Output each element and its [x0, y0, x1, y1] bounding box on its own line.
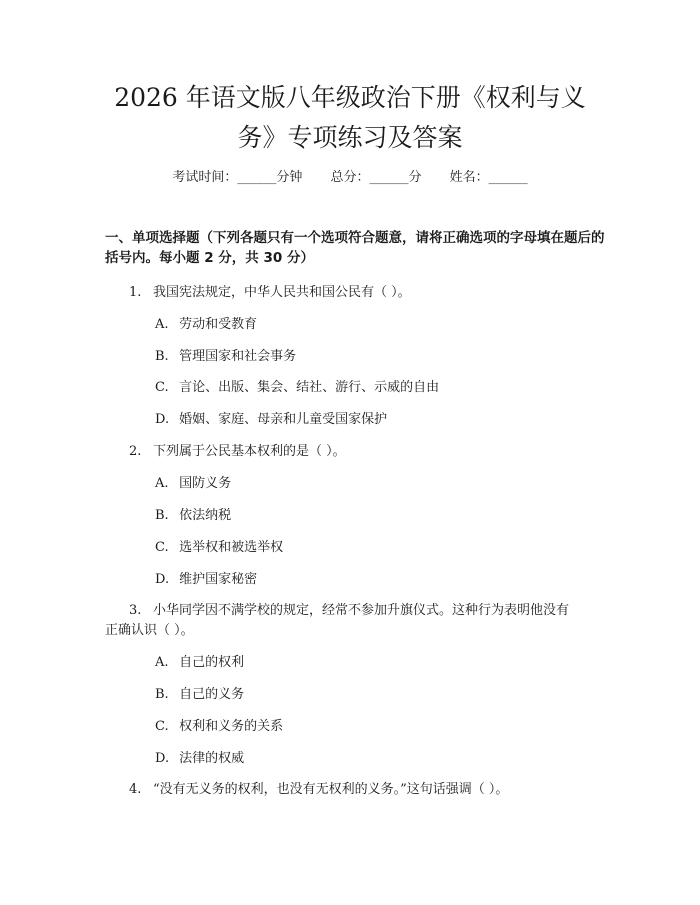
question-text: 我国宪法规定，中华人民共和国公民有（ ）。 — [153, 285, 411, 300]
option-label: D. — [155, 751, 170, 766]
question-number: 2. — [129, 444, 142, 459]
option-text: 维护国家秘密 — [179, 572, 258, 587]
option-text: 依法纳税 — [179, 508, 232, 523]
question-1 — [105, 283, 605, 303]
option-label: A. — [155, 476, 169, 491]
question-number: 4. — [129, 782, 142, 797]
option-text: 婚姻、家庭、母亲和儿童受国家保护 — [179, 412, 388, 427]
option-text: 权利和义务的关系 — [179, 719, 284, 734]
option-3a — [155, 653, 605, 673]
option-2d — [155, 570, 605, 590]
question-text: “没有无义务的权利，也没有无权利的义务。”这句话强调（ ）。 — [153, 782, 509, 797]
question-number: 3. — [129, 603, 142, 618]
question-3 — [105, 601, 605, 621]
option-3b — [155, 685, 605, 705]
exam-score: 总分：______分 — [330, 170, 422, 185]
option-label: A. — [155, 317, 169, 332]
option-label: C. — [155, 380, 169, 395]
option-text: 管理国家和社会事务 — [179, 349, 297, 364]
option-2a — [155, 474, 605, 494]
question-4 — [105, 780, 605, 800]
option-3d — [155, 749, 605, 769]
option-label: A. — [155, 655, 169, 670]
option-label: B. — [155, 687, 169, 702]
option-text: 自己的义务 — [179, 687, 245, 702]
question-text: 下列属于公民基本权利的是（ ）。 — [153, 444, 346, 459]
section-heading: 一、单项选择题（下列各题只有一个选项符合题意，请将正确选项的字母填在题后的括号内。每小题 2 分，共 30 分） — [105, 230, 605, 266]
option-label: C. — [155, 540, 169, 555]
option-label: C. — [155, 719, 169, 734]
option-text: 劳动和受教育 — [179, 317, 258, 332]
option-1a — [155, 315, 605, 335]
option-label: B. — [155, 349, 169, 364]
title-line-2: 务》专项练习及答案 — [237, 123, 463, 152]
option-1b — [155, 347, 605, 367]
option-text: 国防义务 — [179, 476, 232, 491]
page-title — [70, 78, 630, 158]
question-2 — [105, 442, 605, 462]
option-1c — [155, 378, 605, 398]
option-text: 自己的权利 — [179, 655, 245, 670]
title-line-1: 2026 年语文版八年级政治下册《权利与义 — [114, 83, 586, 112]
option-label: D. — [155, 572, 170, 587]
question-number: 1. — [129, 285, 142, 300]
exam-time: 考试时间：______分钟 — [172, 170, 303, 185]
option-2b — [155, 506, 605, 526]
question-text: 小华同学因不满学校的规定，经常不参加升旗仪式。这种行为表明他没有 — [153, 603, 570, 618]
question-3-continued — [105, 621, 605, 641]
option-text: 言论、出版、集会、结社、游行、示威的自由 — [179, 380, 440, 395]
exam-name: 姓名：______ — [449, 170, 528, 185]
option-1d — [155, 410, 605, 430]
question-text-continued: 正确认识（ ）。 — [105, 623, 194, 638]
option-text: 选举权和被选举权 — [179, 540, 284, 555]
option-3c — [155, 717, 605, 737]
option-text: 法律的权威 — [179, 751, 245, 766]
exam-meta — [0, 168, 700, 188]
option-label: B. — [155, 508, 169, 523]
option-label: D. — [155, 412, 170, 427]
option-2c — [155, 538, 605, 558]
